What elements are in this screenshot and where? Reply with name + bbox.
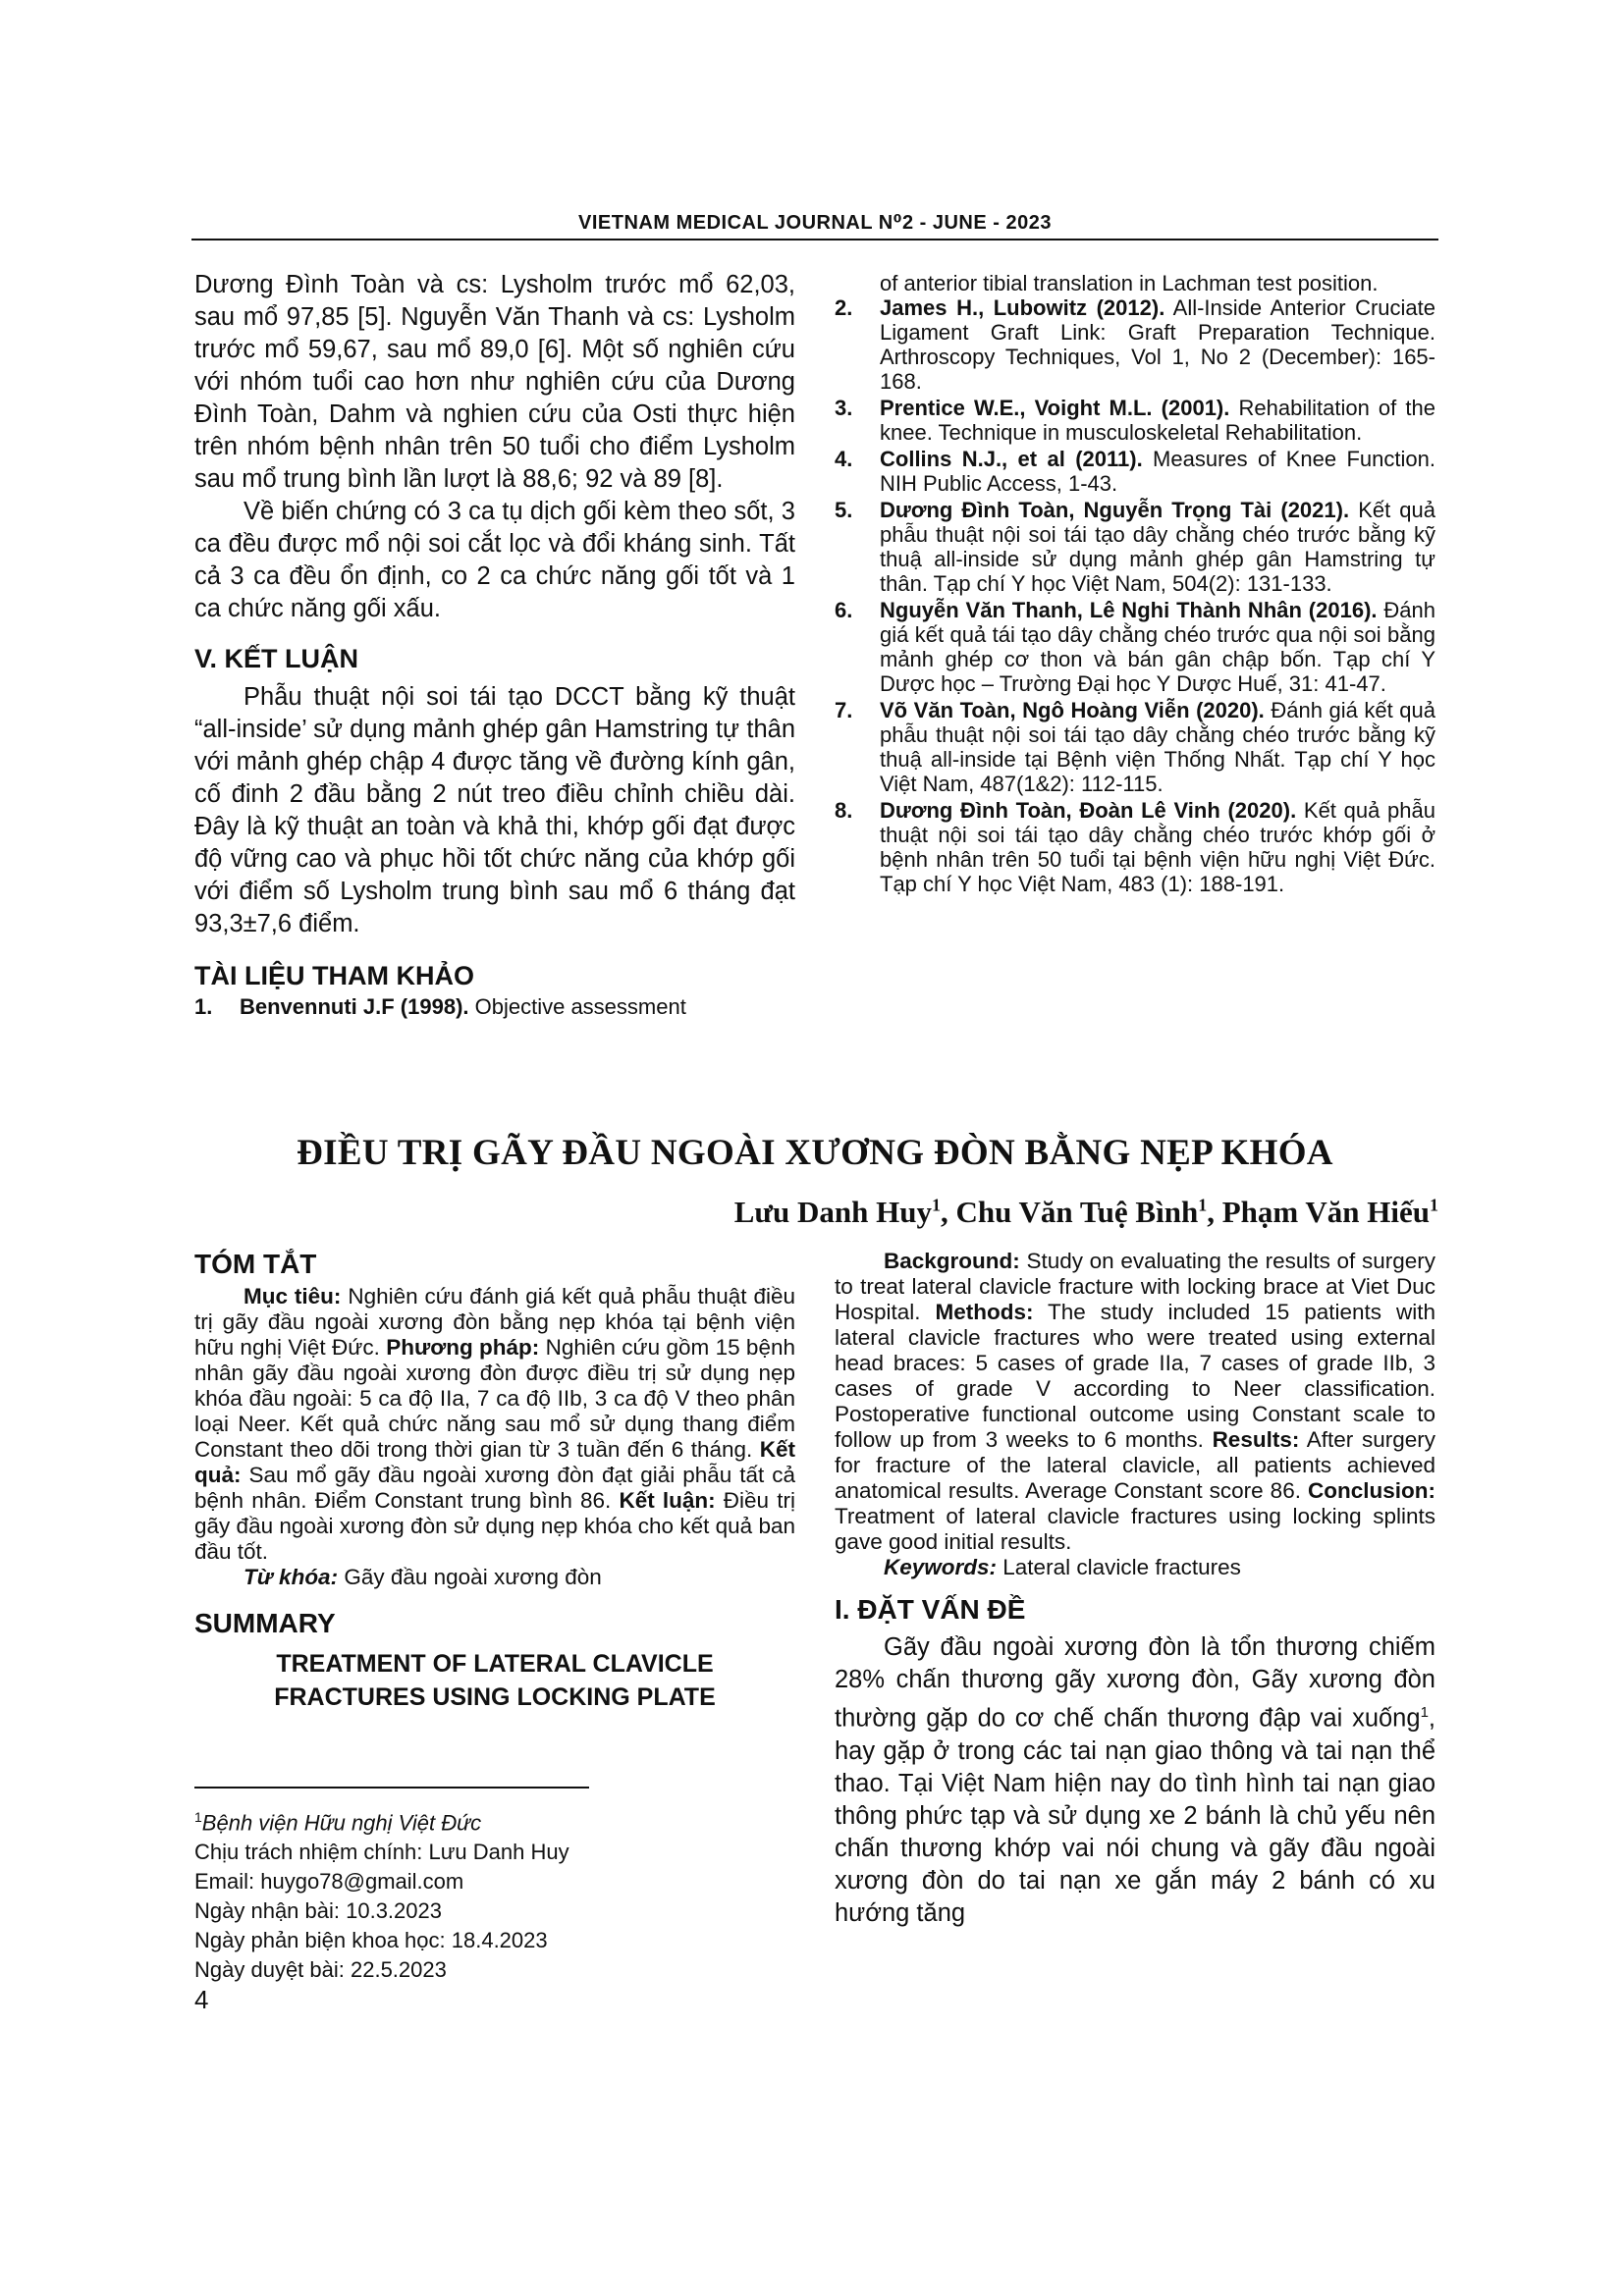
reference-number: 8. (835, 798, 853, 823)
reference-list (835, 295, 1435, 896)
footnote-rule (194, 1787, 589, 1789)
email: Email: huygo78@gmail.com (194, 1869, 464, 1895)
summary-title-line: FRACTURES USING LOCKING PLATE (274, 1683, 716, 1711)
affiliation-mark: 1 (1198, 1195, 1208, 1215)
reference-item (835, 396, 1435, 445)
affiliation-mark: 1 (1430, 1195, 1438, 1215)
intro-sentence: Gãy đầu ngoài xương đòn là tổn thương chiếm 28% chấn thương gãy xương đòn, Gãy xương đòn thường gặp do cơ chế chấn thương đập vai xuống (835, 1633, 1435, 1733)
abstract-label: Kết quả: (194, 1437, 795, 1487)
reference-author: Dương Đình Toàn, Đoàn Lê Vinh (2020). (880, 798, 1297, 823)
intro-sentence: , hay gặp ở trong các tai nạn giao thông và tai nạn thể thao. Tại Việt Nam hiện nay do tình hình tai nạn giao thông phức tạp và sử dụng xe 2 bánh là chủ yếu nên chấn thương khớp vai nói chung và gãy đầu ngoài xương đòn do tai nạn xe gắn máy 2 bánh có xu hướng tăng (835, 1704, 1435, 1927)
reference-number: 3. (835, 396, 853, 420)
author-name: Chu Văn Tuệ Bình (955, 1195, 1199, 1229)
discussion-paragraph-1: Dương Đình Toàn và cs: Lysholm trước mổ 62,03, sau mổ 97,85 [5]. Nguyễn Văn Thanh và cs: Lysholm trước mổ 59,67, sau mổ 89,0 [6]. Một số nghiên cứu với nhóm tuổi cao hơn như nghiên cứu của Dương Đình Toàn, Dahm và nghien cứu của Osti thực hiện trên nhóm bệnh nhân trên 50 tuổi cho điểm Lysholm sau mổ trung bình lần lượt là 88,6; 92 và 89 [8]. (194, 271, 795, 493)
reference-title: Objective assessment (468, 994, 686, 1019)
header-rule (191, 239, 1438, 240)
abstract-sentence: Nghiên cứu gồm 15 bệnh nhân gãy đầu ngoài xương đòn được điều trị sử dụng nẹp khóa đầu ngoài: 5 ca độ IIa, 7 ca độ IIb, 3 ca độ V theo phân loại Neer. Kết quả chức năng sau mổ sử dụng thang điểm Constant theo dõi trong thời gian từ 3 tuần đến 6 tháng. (194, 1335, 795, 1462)
references-heading: TÀI LIỆU THAM KHẢO (194, 961, 474, 990)
reference-title: Kết quả phẫu thuật nội soi tái tạo dây chằng chéo trước bằng kỹ thuậ all-inside sử dụng mảnh ghép gân Hamstring tự thân. Tạp chí Y học Việt Nam, 504(2): 131-133. (880, 498, 1436, 596)
reference-item (835, 295, 1435, 394)
abstract-label: Results: (1212, 1427, 1300, 1452)
reference-text (880, 698, 1435, 796)
abstract-sentence: Sau mổ gãy đầu ngoài xương đòn đạt giải phẫu tất cả bệnh nhân. Điểm Constant trung bình 86. (194, 1463, 795, 1513)
reference-item (835, 798, 1435, 896)
date-accepted: Ngày duyệt bài: 22.5.2023 (194, 1957, 447, 1983)
author-separator: , (940, 1195, 956, 1229)
keywords-text: Gãy đầu ngoài xương đòn (338, 1565, 602, 1589)
reference-title: Đánh giá kết quả tái tạo dây chằng chéo trước qua nội soi bằng mảnh ghép cơ thon và bán gân chập bốn. Tạp chí Y Dược học – Trường Đại học Y Dược Huế, 31: 41-47. (880, 598, 1435, 696)
citation-mark: 1 (1420, 1704, 1429, 1721)
abstract-sentence: Điều trị gãy đầu ngoài xương đòn sử dụng nẹp khóa cho kết quả ban đầu tốt. (194, 1488, 795, 1564)
conclusion-heading: V. KẾT LUẬN (194, 644, 359, 673)
reference-number: 2. (835, 295, 853, 320)
discussion-paragraph-2: Về biến chứng có 3 ca tụ dịch gối kèm theo sốt, 3 ca đều được mổ nội soi cắt lọc và đổi kháng sinh. Tất cả 3 ca đều ổn định, co 2 ca chức năng gối tốt và 1 ca chức năng gối xấu. (194, 498, 795, 622)
intro-heading: I. ĐẶT VẤN ĐỀ (835, 1594, 1026, 1625)
conclusion-text: Phẫu thuật nội soi tái tạo DCCT bằng kỹ thuật “all-inside’ sử dụng mảnh ghép gân Hamstring tự thân với mảnh ghép chập 4 được tăng về đường kính gân, cố đinh 2 đầu bằng 2 nút treo điều chỉnh chiều dài. Đây là kỹ thuật an toàn và khả thi, khớp gối đạt được độ vững cao và phục hồi tốt chức năng của khớp gối với điểm số Lysholm trung bình sau mổ 6 tháng đạt 93,3±7,6 điểm. (194, 683, 795, 937)
reference-author: Prentice W.E., Voight M.L. (2001). (880, 396, 1230, 420)
article-title: ĐIỀU TRỊ GÃY ĐẦU NGOÀI XƯƠNG ĐÒN BẰNG NẸP KHÓA (297, 1133, 1333, 1173)
author-name: Lưu Danh Huy (733, 1195, 932, 1229)
abstract-label: Kết luận: (619, 1488, 716, 1513)
affiliation-text: Bệnh viện Hữu nghị Việt Đức (201, 1810, 482, 1836)
reference-title: Đánh giá kết quả phẫu thuật nội soi tái tạo dây chằng chéo trước bằng kỹ thuậ all-inside tại Bệnh viện Thống Nhất. Tạp chí Y học Việt Nam, 487(1&2): 112-115. (880, 698, 1435, 796)
page-number: 4 (194, 1985, 209, 2014)
reference-item (194, 994, 795, 1019)
abstract-vi-text (194, 1284, 795, 1565)
summary-title-line: TREATMENT OF LATERAL CLAVICLE (276, 1650, 714, 1678)
reference-text (880, 798, 1435, 896)
abstract-heading: TÓM TẮT (194, 1249, 317, 1279)
reference-author: Nguyễn Văn Thanh, Lê Nghi Thành Nhân (2016). (880, 598, 1378, 622)
affiliation-mark: 1 (931, 1195, 941, 1215)
affiliation-mark: 1 (194, 1809, 202, 1825)
reference-item (835, 447, 1435, 496)
reference-item (835, 698, 1435, 796)
keywords-label: Từ khóa: (244, 1565, 339, 1589)
reference-number: 6. (835, 598, 853, 622)
reference-author: Benvennuti J.F (1998). (240, 994, 469, 1019)
reference-title: All-Inside Anterior Cruciate Ligament Graft Link: Graft Preparation Technique. Arthroscopy Techniques, Vol 1, No 2 (December): 165-168. (880, 295, 1435, 394)
abstract-label: Methods: (935, 1300, 1034, 1324)
references-column (835, 271, 1435, 898)
reference-number: 7. (835, 698, 853, 722)
abstract-vi-column (194, 1249, 795, 1714)
reference-author: Dương Đình Toàn, Nguyễn Trọng Tài (2021). (880, 498, 1350, 522)
abstract-sentence: Study on evaluating the results of surgery to treat lateral clavicle fracture with locking brace at Viet Duc Hospital. (835, 1249, 1435, 1324)
author-name: Phạm Văn Hiếu (1221, 1195, 1430, 1229)
affiliation-footnote (194, 1802, 795, 1838)
footnotes (194, 1802, 795, 1985)
date-reviewed: Ngày phản biện khoa học: 18.4.2023 (194, 1928, 548, 1953)
abstract-sentence: The study included 15 patients with lateral clavicle fractures who were treated using external head braces: 5 cases of grade IIa, 7 cases of grade IIb, 3 cases of grade V according to Neer classification. Postoperative functional outcome using Constant scale to follow up from 3 weeks to 6 months. (835, 1300, 1436, 1452)
reference-author: Võ Văn Toàn, Ngô Hoàng Viễn (2020). (880, 698, 1265, 722)
keywords-label: Keywords: (884, 1555, 998, 1579)
reference-title: Measures of Knee Function. NIH Public Access, 1-43. (880, 447, 1435, 496)
abstract-sentence: Treatment of lateral clavicle fractures using locking splints gave good initial results. (835, 1504, 1435, 1554)
reference-author: James H., Lubowitz (2012). (880, 295, 1165, 320)
author-separator: , (1207, 1195, 1222, 1229)
reference-text (880, 447, 1435, 496)
intro-text (835, 1631, 1435, 1930)
reference-text (880, 498, 1435, 596)
reference-item (835, 598, 1435, 696)
top-left-column (194, 269, 795, 1019)
abstract-en-text (835, 1249, 1435, 1555)
reference-number: 4. (835, 447, 853, 471)
abstract-label: Conclusion: (1308, 1478, 1435, 1503)
reference-item (835, 498, 1435, 596)
keywords-en (835, 1555, 1435, 1580)
reference-title: Kết quả phẫu thuật nội soi tái tạo dây chằng chéo trước khớp gối ở bệnh nhân trên 50 tuổi tại bệnh viện hữu nghị Việt Đức. Tạp chí Y học Việt Nam, 483 (1): 188-191. (880, 798, 1436, 896)
reference-continuation: of anterior tibial translation in Lachman test position. (880, 271, 1379, 295)
reference-text (880, 295, 1435, 394)
reference-number: 1. (194, 994, 213, 1019)
journal-header: VIETNAM MEDICAL JOURNAL N⁰2 - JUNE - 2023 (578, 212, 1052, 234)
reference-author: Collins N.J., et al (2011). (880, 447, 1143, 471)
abstract-sentence: After surgery for fracture of the lateral clavicle, all patients achieved anatomical results. Average Constant score 86. (835, 1427, 1435, 1503)
responsible-author: Chịu trách nhiệm chính: Lưu Danh Huy (194, 1840, 569, 1865)
summary-heading: SUMMARY (194, 1608, 336, 1638)
reference-number: 5. (835, 498, 853, 522)
keywords-vi (194, 1565, 795, 1590)
abstract-label: Background: (884, 1249, 1020, 1273)
reference-title: Rehabilitation of the knee. Technique in musculoskeletal Rehabilitation. (880, 396, 1435, 445)
abstract-en-column (835, 1249, 1435, 1930)
abstract-sentence: Nghiên cứu đánh giá kết quả phẫu thuật điều trị gãy đầu ngoài xương đòn bằng nẹp khóa tại bệnh viện hữu nghị Việt Đức. (194, 1284, 795, 1360)
reference-text (880, 396, 1435, 445)
reference-text (240, 994, 795, 1019)
abstract-label: Mục tiêu: (244, 1284, 342, 1308)
keywords-text: Lateral clavicle fractures (997, 1555, 1241, 1579)
author-list (589, 1195, 1438, 1230)
abstract-label: Phương pháp: (386, 1335, 540, 1360)
date-received: Ngày nhận bài: 10.3.2023 (194, 1898, 442, 1924)
reference-text (880, 598, 1435, 696)
